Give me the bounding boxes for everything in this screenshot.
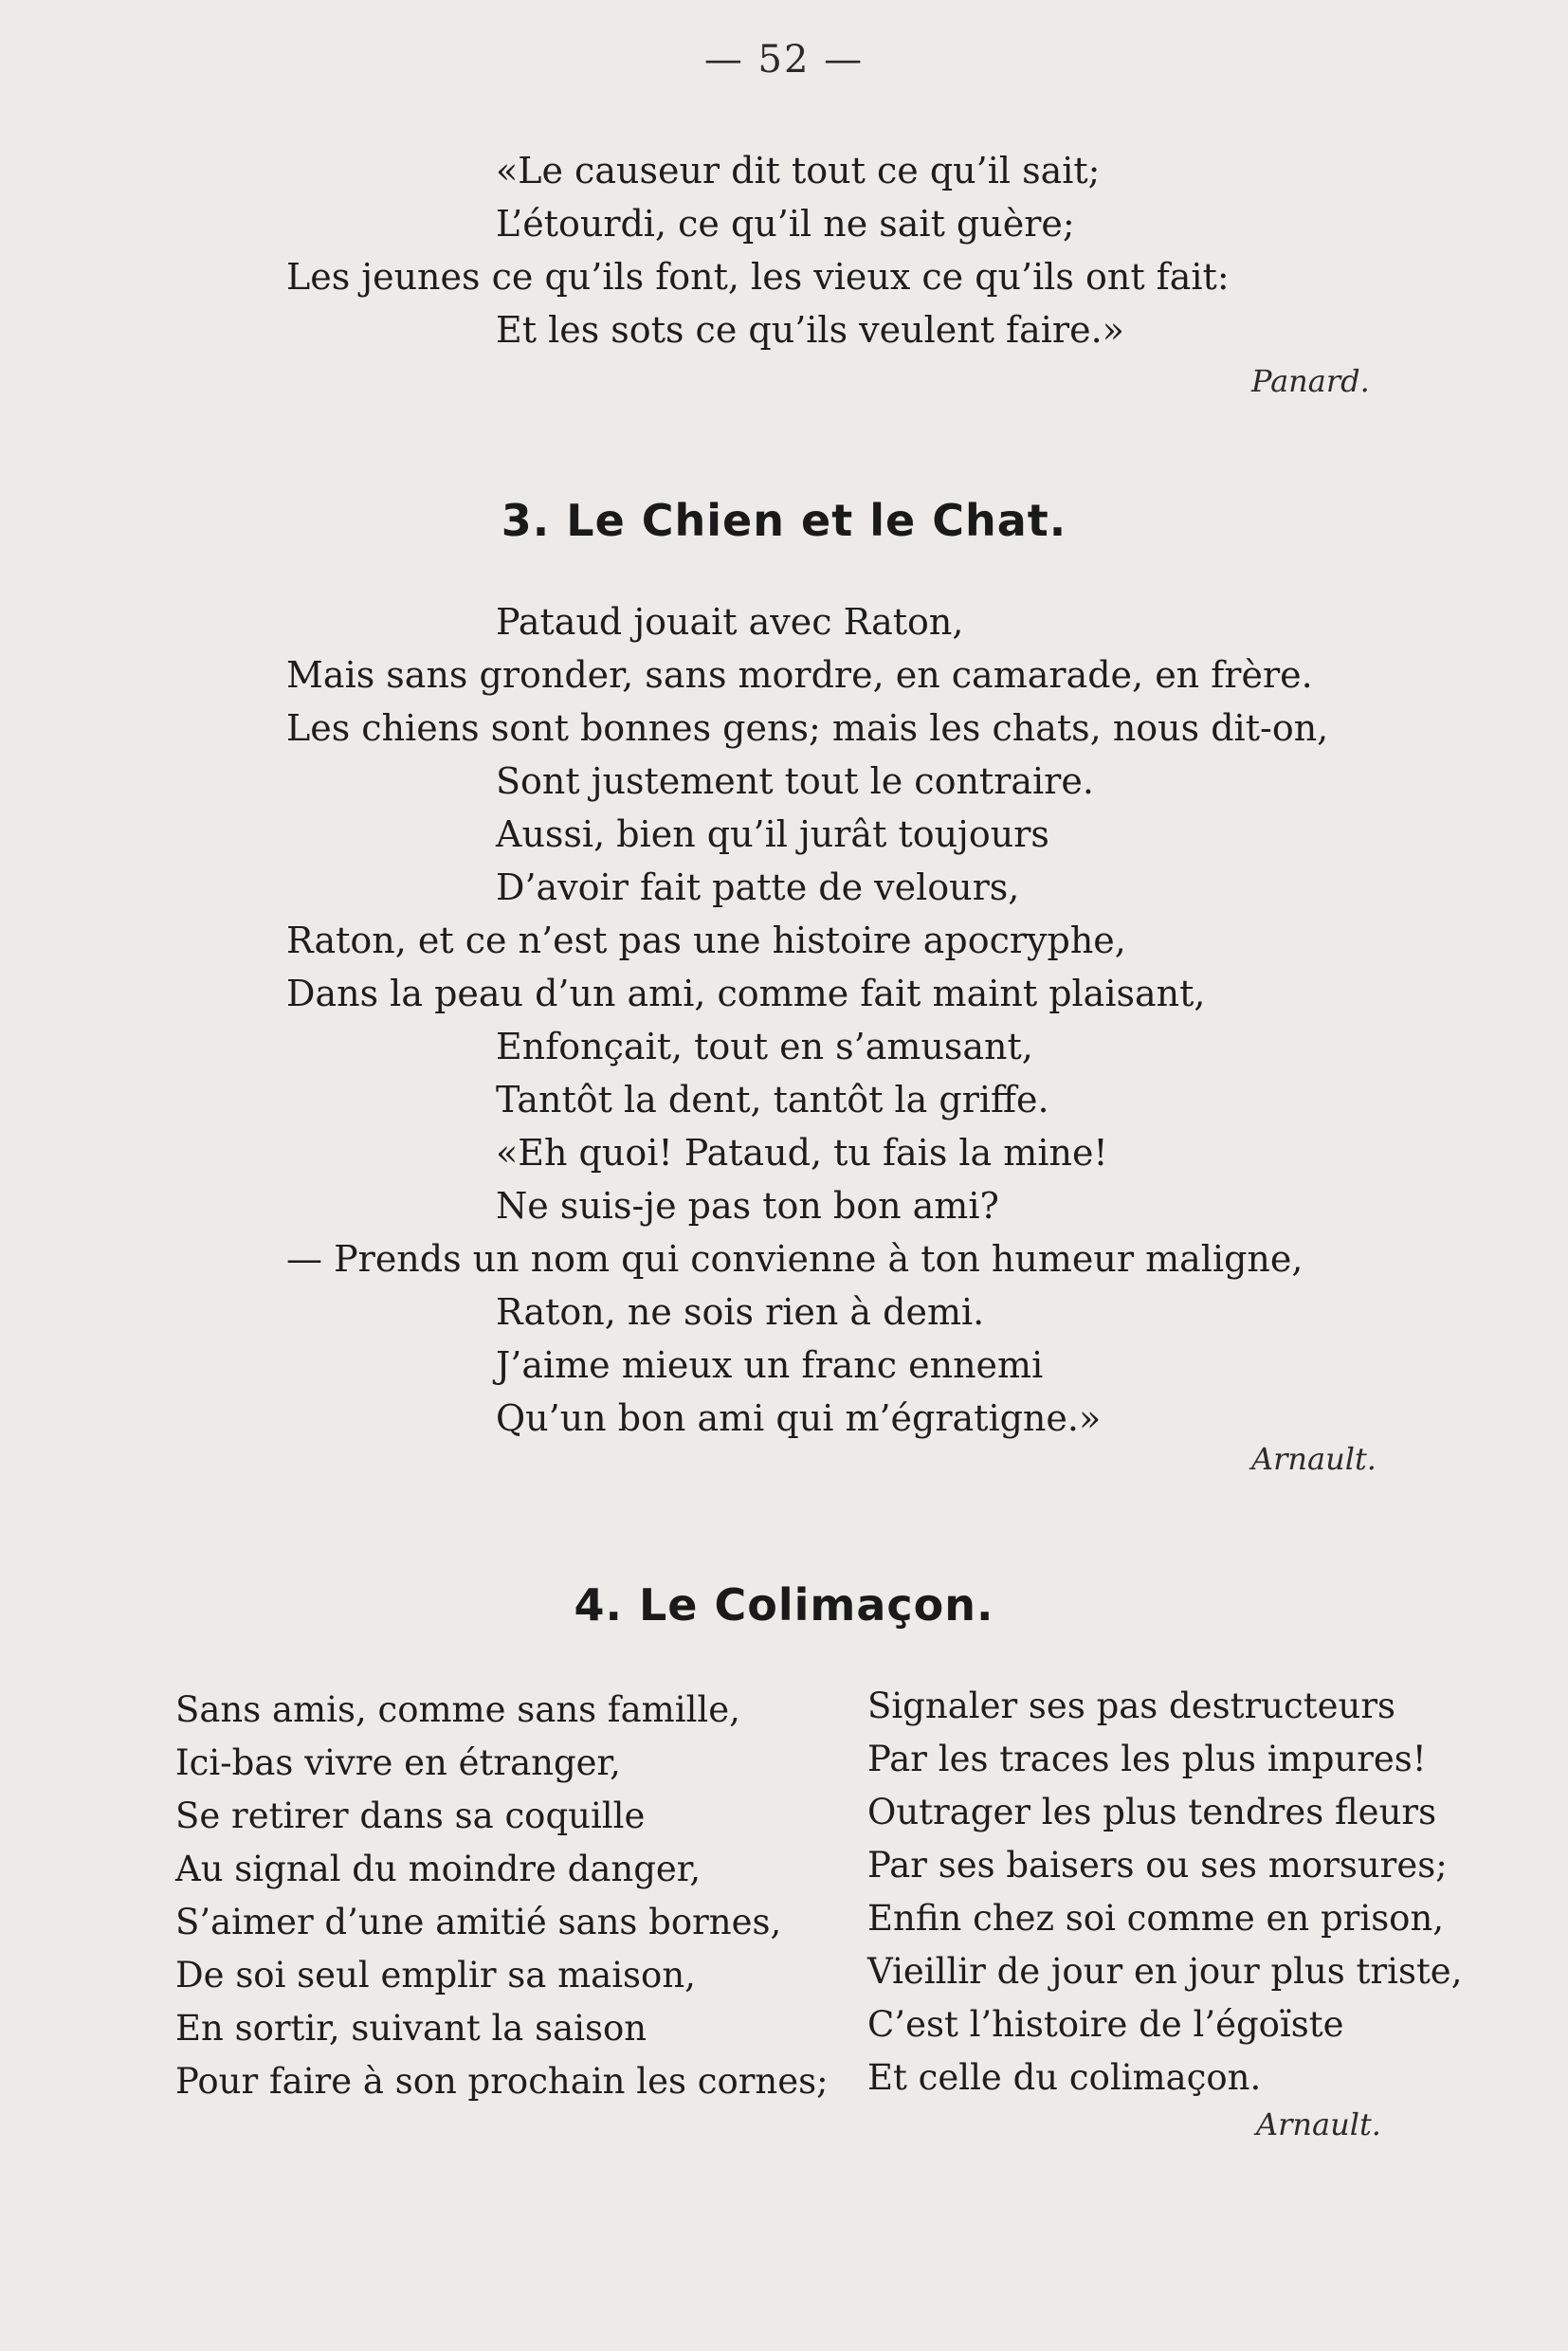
poem3-line: Pataud jouait avec Raton,: [496, 601, 964, 643]
poem4-right-line: Vieillir de jour en jour plus triste,: [867, 1951, 1463, 1992]
poem4-left-line: De soi seul emplir sa maison,: [175, 1955, 696, 1996]
poem4-left-line: Ici-bas vivre en étranger,: [175, 1742, 621, 1783]
poem3-line: J’aime mieux un franc ennemi: [496, 1344, 1044, 1386]
poem4-right-line: Par les traces les plus impures!: [867, 1739, 1427, 1779]
poem4-right-line: C’est l’histoire de l’égoïste: [867, 2004, 1344, 2045]
poem4-left-line: En sortir, suivant la saison: [175, 2008, 647, 2049]
poem4-left-line: Sans amis, comme sans famille,: [175, 1689, 740, 1730]
poem4-title: 4. Le Colimaçon.: [574, 1579, 994, 1631]
quote-line: L’étourdi, ce qu’il ne sait guère;: [496, 203, 1075, 245]
poem3-line: «Eh quoi! Pataud, tu fais la mine!: [496, 1132, 1108, 1174]
quote-line: «Le causeur dit tout ce qu’il sait;: [496, 150, 1101, 191]
poem3-line: Ne suis-je pas ton bon ami?: [496, 1185, 999, 1227]
poem3-line: Raton, et ce n’est pas une histoire apocryphe,: [286, 920, 1126, 961]
poem4-left-line: S’aimer d’une amitié sans bornes,: [175, 1902, 782, 1942]
poem3-line: Dans la peau d’un ami, comme fait maint plaisant,: [286, 973, 1206, 1014]
poem3-title: 3. Le Chien et le Chat.: [501, 495, 1067, 546]
quote-line: Les jeunes ce qu’ils font, les vieux ce qu’ils ont fait:: [286, 256, 1230, 298]
quote-line: Et les sots ce qu’ils veulent faire.»: [496, 309, 1124, 351]
page-number: — 52 —: [703, 38, 865, 82]
poem4-right-line: Outrager les plus tendres fleurs: [867, 1792, 1437, 1832]
poem3-line: D’avoir fait patte de velours,: [496, 866, 1020, 908]
poem3-line: Qu’un bon ami qui m’égratigne.»: [496, 1397, 1102, 1439]
poem3-line: Enfonçait, tout en s’amusant,: [496, 1026, 1033, 1067]
poem4-left-line: Se retirer dans sa coquille: [175, 1795, 646, 1836]
quote-author: Panard.: [1251, 363, 1370, 399]
poem4-right-line: Signaler ses pas destructeurs: [867, 1686, 1396, 1726]
poem3-author: Arnault.: [1251, 1441, 1377, 1477]
poem4-right-line: Par ses baisers ou ses morsures;: [867, 1845, 1448, 1886]
poem3-line: Tantôt la dent, tantôt la griffe.: [496, 1079, 1049, 1121]
poem3-line: Sont justement tout le contraire.: [496, 760, 1094, 802]
poem3-line: Mais sans gronder, sans mordre, en camarade, en frère.: [286, 654, 1313, 696]
poem3-line: Raton, ne sois rien à demi.: [496, 1291, 985, 1333]
poem4-left-line: Pour faire à son prochain les cornes;: [175, 2061, 829, 2102]
poem4-right-line: Enfin chez soi comme en prison,: [867, 1898, 1445, 1939]
poem4-left-line: Au signal du moindre danger,: [175, 1849, 702, 1889]
poem4-author: Arnault.: [1256, 2106, 1381, 2142]
poem3-line: — Prends un nom qui convienne à ton humeur maligne,: [286, 1238, 1304, 1280]
poem3-line: Aussi, bien qu’il jurât toujours: [496, 813, 1049, 855]
poem4-right-line: Et celle du colimaçon.: [867, 2057, 1262, 2098]
poem3-line: Les chiens sont bonnes gens; mais les chats, nous dit-on,: [286, 707, 1329, 749]
